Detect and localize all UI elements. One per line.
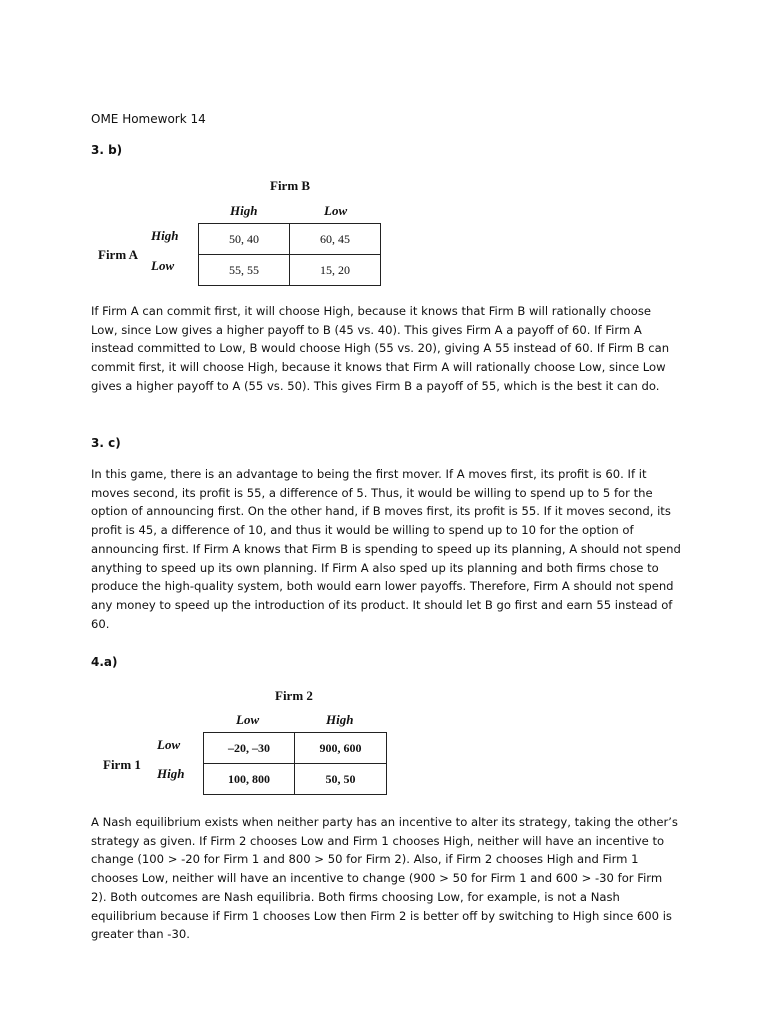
section-heading-3c: 3. c)	[91, 436, 121, 450]
matrix1-row-label-low: Low	[151, 258, 175, 273]
matrix1-cell: 55, 55	[199, 255, 290, 286]
paragraph-3b: If Firm A can commit first, it will choose High, because it knows that Firm B will rationally choose Low, since Low gives a higher payoff to B (45 vs. 40). This gives Firm A a payoff of 60. If Firm A instead committed to Low, B would choose High (55 vs. 20), giving A 55 instead of 60. If Firm B can commit first, it will choose High, because it knows that Firm A will rationally choose Low, since Low gives a higher payoff to A (55 vs. 50). This gives Firm B a payoff of 55, which is the best it can do.	[91, 304, 670, 393]
matrix2-cell: –20, –30	[204, 733, 295, 764]
payoff-matrix-4a	[203, 732, 387, 795]
document-title: OME Homework 14	[91, 112, 206, 126]
matrix1-row-player: Firm A	[98, 247, 139, 262]
paragraph-4a: A Nash equilibrium exists when neither party has an incentive to alter its strategy, taking the other’s strategy as given. If Firm 2 chooses Low and Firm 1 chooses High, neither will have an incentive to change (100 > -20 for Firm 1 and 800 > 50 for Firm 2). Also, if Firm 2 chooses High and Firm 1 chooses Low, neither will have an incentive to change (900 > 50 for Firm 1 and 600 > -30 for Firm 2). Both outcomes are Nash equilibria. Both firms choosing Low, for example, is not a Nash equilibrium because if Firm 1 chooses Low then Firm 2 is better off by switching to High since 600 is greater than -30.	[91, 815, 678, 942]
matrix2-row-label-high: High	[157, 766, 185, 781]
matrix1-col-label-low: Low	[324, 203, 348, 218]
section-heading-4a: 4.a)	[91, 655, 118, 669]
matrix2-cell: 50, 50	[295, 764, 387, 795]
paragraph-3c: In this game, there is an advantage to being the first mover. If A moves first, its profit is 60. If it moves second, its profit is 55, a difference of 5. Thus, it would be willing to spend up to 5 for the option of announcing first. On the other hand, if B moves first, its profit is 55. If it moves second, its profit is 45, a difference of 10, and thus it would be willing to spend up to 10 for the option of announcing first. If Firm A knows that Firm B is spending to speed up its planning, A should not spend anything to speed up its own planning. If Firm A also sped up its planning and both firms chose to produce the high-quality system, both would earn lower payoffs. Therefore, Firm A should not spend any money to speed up the introduction of its product. It should let B go first and earn 55 instead of 60.	[91, 467, 681, 631]
matrix1-row-label-high: High	[151, 228, 179, 243]
matrix2-cell: 100, 800	[204, 764, 295, 795]
matrix2-row-player: Firm 1	[103, 757, 141, 772]
matrix1-cell: 15, 20	[290, 255, 381, 286]
matrix2-cell: 900, 600	[295, 733, 387, 764]
matrix1-cell: 60, 45	[290, 224, 381, 255]
matrix1-col-player: Firm B	[270, 178, 311, 193]
matrix1-col-label-high: High	[230, 203, 258, 218]
matrix2-col-label-low: Low	[236, 712, 260, 727]
matrix2-col-player: Firm 2	[275, 688, 313, 703]
payoff-matrix-3b	[198, 223, 381, 286]
section-heading-3b: 3. b)	[91, 143, 123, 157]
matrix1-cell: 50, 40	[199, 224, 290, 255]
matrix2-col-label-high: High	[326, 712, 354, 727]
matrix2-row-label-low: Low	[157, 737, 181, 752]
